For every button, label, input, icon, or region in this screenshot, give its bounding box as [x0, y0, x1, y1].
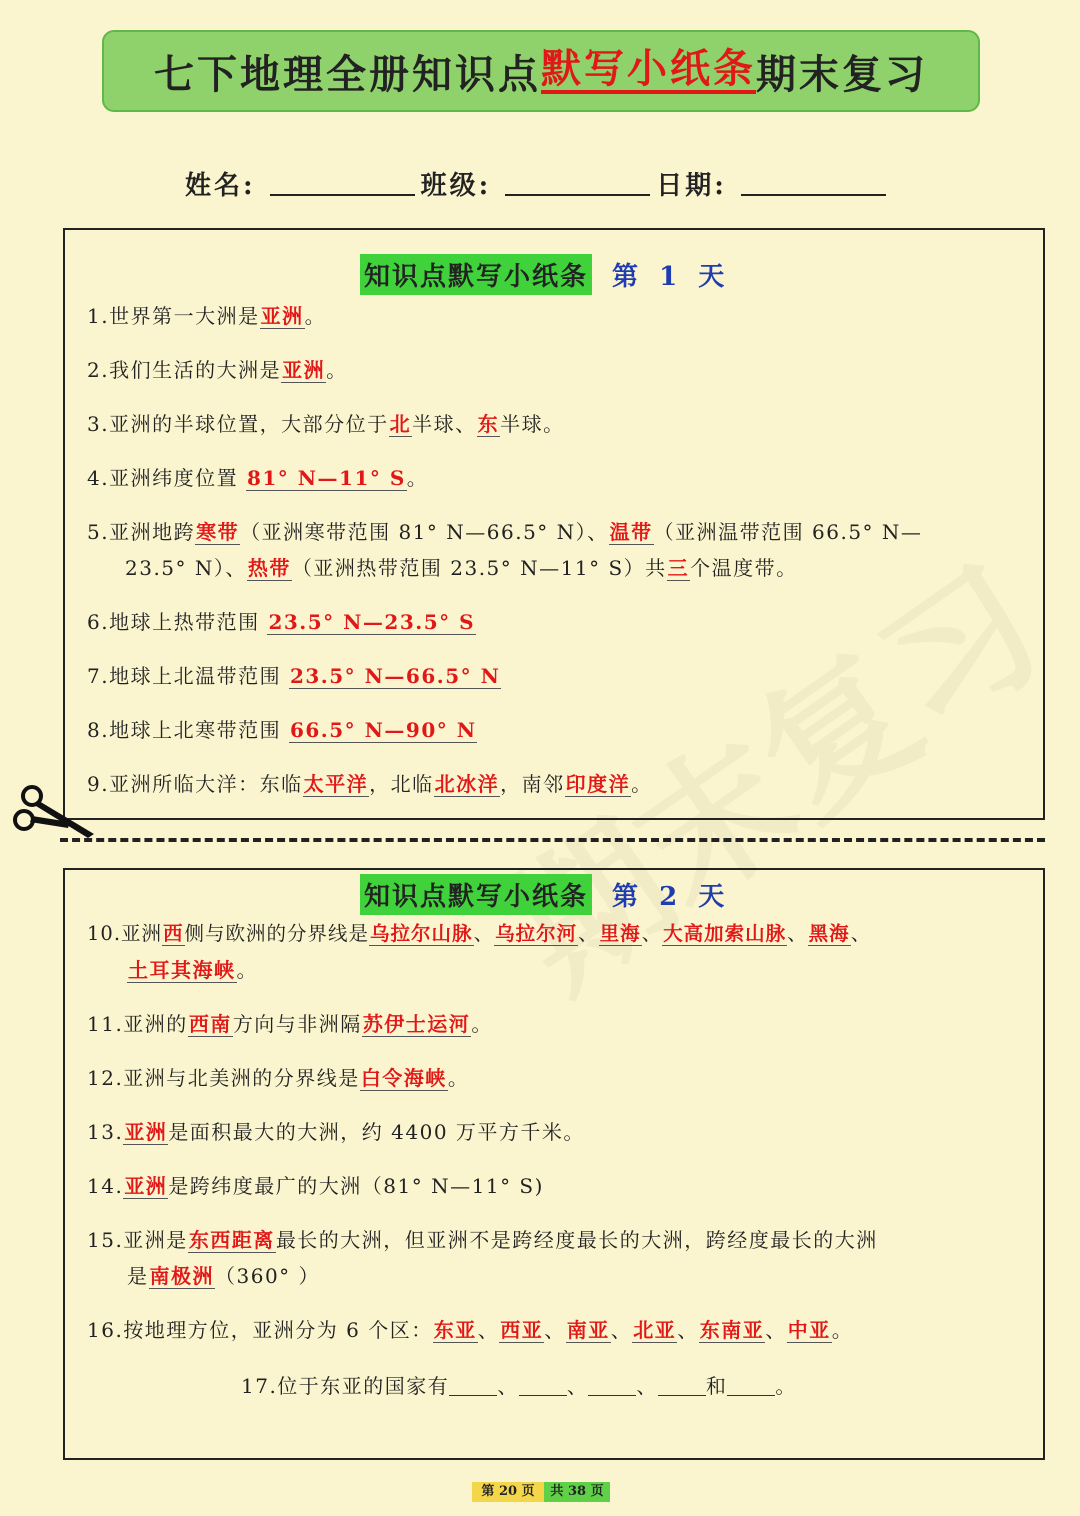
blank[interactable] — [658, 1373, 706, 1396]
item-10-cont: 土耳其海峡。 — [128, 958, 258, 982]
title-part2: 期末复习 — [756, 50, 928, 98]
day-label: 第 1 天 — [612, 261, 731, 292]
card-tag: 知识点默写小纸条 — [360, 874, 592, 915]
date-label: 日期: — [656, 171, 727, 201]
item-4: 4.亚洲纬度位置 81° N—11° S。 — [87, 466, 429, 490]
class-blank[interactable] — [505, 164, 650, 196]
blank[interactable] — [519, 1373, 567, 1396]
cut-line — [60, 838, 1045, 842]
title-highlight: 默写小纸条 — [541, 45, 756, 92]
day1-header — [360, 252, 730, 296]
item-16: 16.按地理方位，亚洲分为 6 个区：东亚、西亚、南亚、北亚、东南亚、中亚。 — [87, 1318, 854, 1342]
item-1: 1.世界第一大洲是亚洲。 — [87, 304, 327, 328]
page-number: 第 20 页 — [472, 1482, 544, 1502]
student-info — [185, 160, 892, 202]
item-15-cont: 是南极洲（360° ） — [127, 1264, 321, 1288]
blank[interactable] — [449, 1373, 497, 1396]
blank[interactable] — [727, 1373, 775, 1396]
day1-card — [63, 228, 1045, 820]
day2-card — [63, 868, 1045, 1460]
date-blank[interactable] — [741, 164, 886, 196]
item-5: 5.亚洲地跨寒带（亚洲寒带范围 81° N—66.5° N）、温带（亚洲温带范围 66.5° N— — [87, 520, 923, 544]
page-footer — [472, 1482, 610, 1502]
item-17: 17.位于东亚的国家有 、 、 、 和 。 — [241, 1374, 797, 1398]
name-blank[interactable] — [270, 164, 415, 196]
title-part1: 七下地理全册知识点 — [154, 50, 541, 98]
item-13: 13.亚洲是面积最大的大洲，约 4400 万平方千米。 — [87, 1120, 585, 1144]
item-10: 10.亚洲西侧与欧洲的分界线是乌拉尔山脉、乌拉尔河、里海、大高加索山脉、黑海、 — [87, 922, 872, 945]
item-15: 15.亚洲是东西距离最长的大洲，但亚洲不是跨经度最长的大洲，跨经度最长的大洲 — [87, 1228, 878, 1252]
item-12: 12.亚洲与北美洲的分界线是白令海峡。 — [87, 1066, 470, 1090]
item-7: 7.地球上北温带范围 23.5° N—66.5° N — [87, 664, 501, 688]
scissors-icon — [8, 782, 98, 844]
page-title — [102, 30, 980, 112]
day-label: 第 2 天 — [612, 881, 731, 912]
name-label: 姓名: — [185, 171, 256, 201]
item-3: 3.亚洲的半球位置，大部分位于北半球、东半球。 — [87, 412, 565, 436]
day2-header — [360, 872, 730, 916]
total-pages: 共 38 页 — [544, 1482, 610, 1502]
item-6: 6.地球上热带范围 23.5° N—23.5° S — [87, 610, 476, 634]
item-14: 14.亚洲是跨纬度最广的大洲（81° N—11° S) — [87, 1174, 544, 1198]
item-11: 11.亚洲的西南方向与非洲隔苏伊士运河。 — [87, 1012, 493, 1036]
card-tag: 知识点默写小纸条 — [360, 254, 592, 295]
class-label: 班级: — [420, 171, 492, 201]
item-8: 8.地球上北寒带范围 66.5° N—90° N — [87, 718, 477, 742]
item-5-cont: 23.5° N）、热带（亚洲热带范围 23.5° N—11° S）共三个温度带。 — [125, 556, 798, 580]
item-9: 9.亚洲所临大洋：东临太平洋，北临北冰洋，南邻印度洋。 — [87, 772, 653, 796]
item-2: 2.我们生活的大洲是亚洲。 — [87, 358, 348, 382]
blank[interactable] — [588, 1373, 636, 1396]
